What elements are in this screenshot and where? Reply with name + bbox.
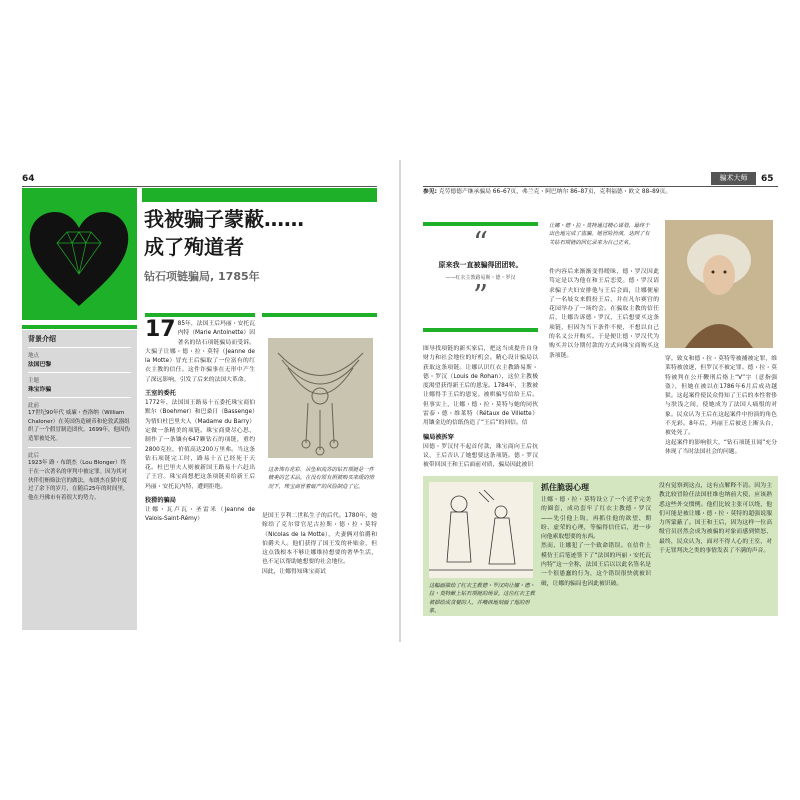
divider — [28, 347, 131, 348]
title-green-bar — [142, 188, 377, 202]
engraving-caption: 这幅画描绘了红衣主教德・罗汉向让娜・德・拉・莫特献上钻石项链的场景。这位红衣主教被描绘成贪婪的人，并嘲讽地刻画了他的形象。 — [429, 583, 535, 615]
portrait-image — [665, 220, 773, 348]
box-title: 抓住脆弱心理 — [541, 483, 589, 492]
reference-text: 克劳德德产继承骗局 66–67页，弗兰克・阿巴纳尔 86–87页，克利福德・欧文 88–89页。 — [438, 189, 672, 195]
page-title — [144, 205, 304, 261]
header-rule — [423, 186, 778, 187]
close-quote-icon: ” — [472, 279, 489, 314]
column-b-text: 件内容后来渐渐变得暧昧，德・罗汉因此笃定是以为他在和王后恋爱。德・罗汉请求骗子夫妇安排他与王后会面，让娜便雇了一名妓女来假扮王后，并在凡尔赛宫的花园举办了一场约会。在骗取主教的信任后，让娜告诉德・罗汉，王后想要买这条项链，但因为当下条件不便，不想以自己的名义公开购买。于是便让德・罗汉代为购买并以分期付款的方式向珠宝商购买这条项链。 — [549, 269, 659, 359]
section-heading-commission: 王室的委托 — [145, 390, 176, 398]
box-text-3: 没有觉察到这点，这有点解释不清。因为主教比较冒险任法国驻维也纳前大使，应该熟悉这些外交惯例。他们比较主张可以绕，他们可能是被让娜・德・拉・莫特的超强说服力所蒙蔽了。国王和王后，因为这样一位高级官员居然会成为被骗的对象而感到愤怒，最终，民众认为，面对不得人心的王室，对于无罪判决之类的事情发表了不满的声音。 — [659, 483, 772, 555]
portrait-icon — [665, 220, 773, 348]
section-heading-scheme: 狡猾的骗局 — [145, 497, 176, 505]
quote-attribution: ——红衣主教路易斯・德・罗汉 — [445, 275, 516, 281]
place-value: 法国巴黎 — [28, 362, 52, 368]
page-number: 64 — [22, 174, 35, 184]
background-sidebar — [22, 330, 137, 630]
divider — [28, 397, 131, 398]
column-c-text: 穿。致女和德・拉・莫特等被捕被定罪，维莱特被放逐，但罗汉不被定罪。德・拉・莫特被判在公开鞭刑后烙上“V”字（意指强盗），但她在被以在1786年6月后成功越狱。这起案件使民众得知了王后的本性奢侈与肤浅之间，使她成为了法国人痛恨的对象。民众认为王后在这起案件中扮演的角色不光彩。8年后，玛丽王后被送上断头台，被处死了。 — [665, 356, 777, 437]
necklace-caption: 这条饰有花彩、吊坠和流苏的钻石项链是一件精美的艺术品。在没有原有照被购买来缓的情况下，珠宝商冒着破产的风险制造了它。 — [268, 467, 374, 490]
right-column-3 — [665, 355, 777, 457]
box-text-2: 然而，让娜犯了一个致命错误。在信件上模仿王后笔迹签下了“法国的玛丽・安托瓦内特”这一全称，法国王后以以此名签名是一个很愚蠢的行为，这个错误很快就被识破，让娜的骗局也因此被识破。 — [541, 543, 651, 587]
sidebar-heading: 背景介绍 — [28, 335, 56, 343]
heart-diamond-panel — [22, 188, 137, 320]
right-page — [401, 160, 800, 642]
before-text: 17世纪90年代 威廉・查洛纳（William Chaloner）在英国伪造硬币和伦敦武器组织了一个假冒制造团伙。1699年，他因伪造罪被处死。 — [28, 410, 130, 442]
section-tab: 骗术大师 — [711, 172, 756, 185]
reference-line — [423, 188, 778, 197]
column-2-text: 是国王亨利二世私生子的后代。1780年，她嫁给了克尔常官尼古拉斯・德・拉・莫特（Nicolas de la Motte），夫妻俩对伯爵和伯爵夫人。他们获得了国王发的补贴金，但这点钱根本不够让娜维持想要的奢华生活，也不足以帮助她想要的社会地位。 — [262, 513, 377, 566]
box-column-1 — [541, 482, 651, 589]
divider — [28, 447, 131, 448]
theme-label: 主题 — [28, 378, 40, 384]
place-label: 地点 — [28, 353, 40, 359]
quote-text: 原来我一直被骗得团团转。 — [438, 261, 523, 269]
reference-label: 参见: — [423, 189, 437, 195]
after-label: 此后 — [28, 453, 40, 460]
scheme-text: 让娜・瓦卢瓦・圣雷米（Jeanne de Valois-Saint-Rémy） — [145, 507, 255, 523]
sidebar-top-bar — [22, 325, 137, 329]
main-column-2 — [262, 512, 377, 577]
column-c-tail: 这起案件的影响很大，“钻石项链丑闻”充分体现了当时法国社会的问题。 — [665, 439, 777, 455]
header-rule — [22, 186, 377, 187]
box-column-2 — [659, 482, 772, 556]
column-a-text-2: 因德・罗汉付不起首付款，珠宝商向王后抗议，王后否认了她想要这条项链。德・罗汉被带回国王和王后面前对质，骗局因此被识 — [423, 443, 538, 469]
necklace-drawing-icon — [268, 338, 373, 458]
column-2-tail: 因此，让娜得知珠宝商试 — [262, 568, 326, 575]
theme-value: 珠宝诈骗 — [28, 387, 52, 393]
open-quote-icon: “ — [472, 226, 489, 261]
heart-diamond-icon — [22, 188, 137, 320]
commission-text: 1772年，法国国王路易十五委托珠宝商伯默尔（Boehmer）和巴桑日（Bassenge）为情妇杜巴里夫人（Madame du Barry）定做一条精美的项链。珠宝商费尽心思，制作了一条镶有647颗钻石的项链，重约2800克拉，价值高达200万里弗。当这条钻石项链完工时，路易十五已经死于天花。杜巴里夫人则被新国王路易十六赶出了王宫。珠宝商想把这条项链卖给新王后玛丽・安托瓦内特，遭到拒绝。 — [145, 400, 255, 490]
quote-bottom-bar — [423, 328, 538, 332]
drop-cap: 17 — [145, 317, 176, 342]
right-column-1 — [423, 345, 538, 471]
necklace-image — [268, 338, 373, 458]
image-top-bar — [262, 313, 377, 317]
box-text-1: 让娜・德・拉・莫特设立了一个近乎完美的圈套，成功套牢了红衣主教德・罗汉——先引他上钩，再抓住他的欲望、期盼、虚荣的心理，等骗得信任后，进一步向他索取想要的东西。 — [541, 497, 651, 541]
after-text: 1923年 路・布朗杰（Lou Blonger）终于在一次著名的审判中被定罪。因为其对伙伴们贿赂法官的做法，布朗杰在狱中度过了余下的岁月，在随后25年的时间里，他在丹佛市有着很大的势力。 — [28, 460, 129, 501]
main-column-1 — [145, 317, 255, 525]
subtitle: 钻石项链骗局, 1785年 — [144, 270, 260, 283]
section-heading-exposed: 骗局被拆穿 — [423, 433, 454, 441]
engraving-image — [429, 482, 533, 578]
page-number: 65 — [761, 174, 774, 184]
portrait-caption: 让娜・德・拉・莫特通过精心谋划，最终于出色地完成了盗骗。她冒险扮演，达到了有关钻石项链的回忆录来为自己正名。 — [549, 223, 650, 246]
intro-text: 85年，法国王后玛丽・安托瓦内特（Marie Antoinette）因著名的钻石项链骗局而受诉。大骗子让娜・德・拉・莫特（Jeanne de la Motte）冒充王后骗取了一位富有的红衣主教的信任。这件诈骗事在无形中产生了深远影响，引发了后来的法国大革命。 — [145, 321, 255, 383]
engraving-icon — [429, 482, 533, 578]
feature-box — [423, 476, 778, 616]
quote-block — [423, 226, 538, 314]
title-line-1: 我被骗子蒙蔽…… — [144, 207, 304, 231]
right-column-2 — [549, 268, 659, 361]
before-label: 此前 — [28, 403, 40, 409]
divider — [28, 372, 131, 373]
column-a-text: 图导找项链的新买家后，把这当成提升自身财力和社会地位的好机会。精心设计骗局以获取这条项链。让娜认识红衣主教路易斯・德・罗汉（Louis de Rohan），这位主教极度渴望获得新王后的恩宠。1784年，主教被让娜得手王后的恩宠。被哄骗写信给王后。但事实上，让娜・德・拉・莫特与她的同伙雷泰・德・维莱特（Rétaux de Villette）用镶金边的信纸伪造了“王后”的回信。信 — [423, 346, 538, 427]
left-page — [0, 160, 400, 642]
title-line-2: 成了殉道者 — [144, 235, 244, 259]
